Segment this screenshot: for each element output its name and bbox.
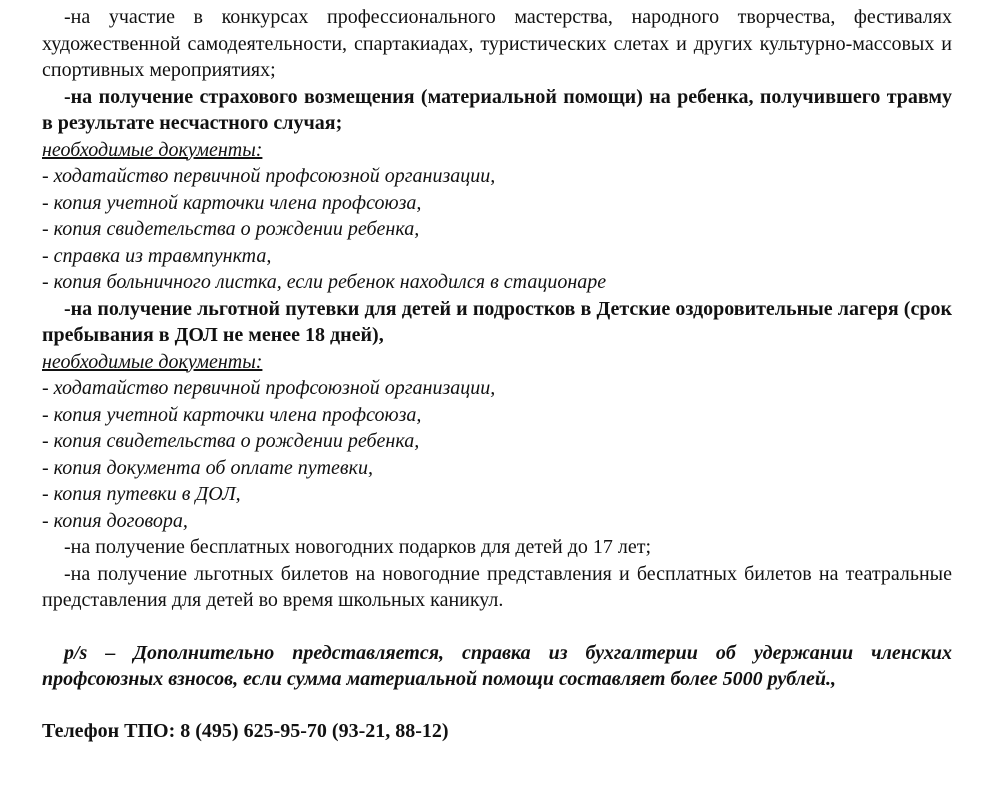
section-heading-camp-voucher: -на получение льготной путевки для детей и подростков в Детские оздоровительные лагеря (срок пребывания в ДОЛ не менее 18 дней), bbox=[42, 297, 952, 346]
list-item: - копия договора, bbox=[42, 509, 188, 532]
list-item: - копия учетной карточки члена профсоюза, bbox=[42, 403, 422, 426]
required-documents-label: необходимые документы: bbox=[42, 350, 263, 373]
section-heading-injury-compensation: -на получение страхового возмещения (материальной помощи) на ребенка, получившего травму в результате несчастного случая; bbox=[42, 85, 952, 134]
camp-documents-list bbox=[42, 375, 952, 534]
list-item: - копия свидетельства о рождении ребенка, bbox=[42, 218, 420, 240]
list-item: - копия свидетельства о рождении ребенка, bbox=[42, 430, 420, 452]
injury-documents-list bbox=[42, 163, 952, 296]
list-item: - копия больничного листка, если ребенок находился в стационаре bbox=[42, 271, 607, 293]
phone-line: Телефон ТПО: 8 (495) 625-95-70 (93-21, 88-12) bbox=[42, 719, 449, 742]
postscript-note: p/s – Дополнительно представляется, справка из бухгалтерии об удержании членских профсоюзных взносов, если сумма материальной помощи составляет более 5000 рублей., bbox=[42, 641, 952, 690]
required-documents-label: необходимые документы: bbox=[42, 138, 263, 161]
list-item: - копия путевки в ДОЛ, bbox=[42, 483, 241, 505]
paragraph-tickets: -на получение льготных билетов на новогодние представления и бесплатных билетов на театральные представления для детей во время школьных каникул. bbox=[42, 562, 952, 611]
list-item: - ходатайство первичной профсоюзной организации, bbox=[42, 165, 496, 187]
paragraph-new-year-gifts: -на получение бесплатных новогодних подарков для детей до 17 лет; bbox=[64, 536, 652, 558]
list-item: - ходатайство первичной профсоюзной организации, bbox=[42, 377, 496, 399]
list-item: - справка из травмпункта, bbox=[42, 244, 272, 267]
list-item: - копия учетной карточки члена профсоюза, bbox=[42, 191, 422, 214]
paragraph-competitions: -на участие в конкурсах профессионального мастерства, народного творчества, фестивалях художественной самодеятельности, спартакиадах, туристических слетах и других культурно-массовых и спортивных мероприятиях; bbox=[42, 6, 952, 81]
list-item: - копия документа об оплате путевки, bbox=[42, 456, 373, 479]
